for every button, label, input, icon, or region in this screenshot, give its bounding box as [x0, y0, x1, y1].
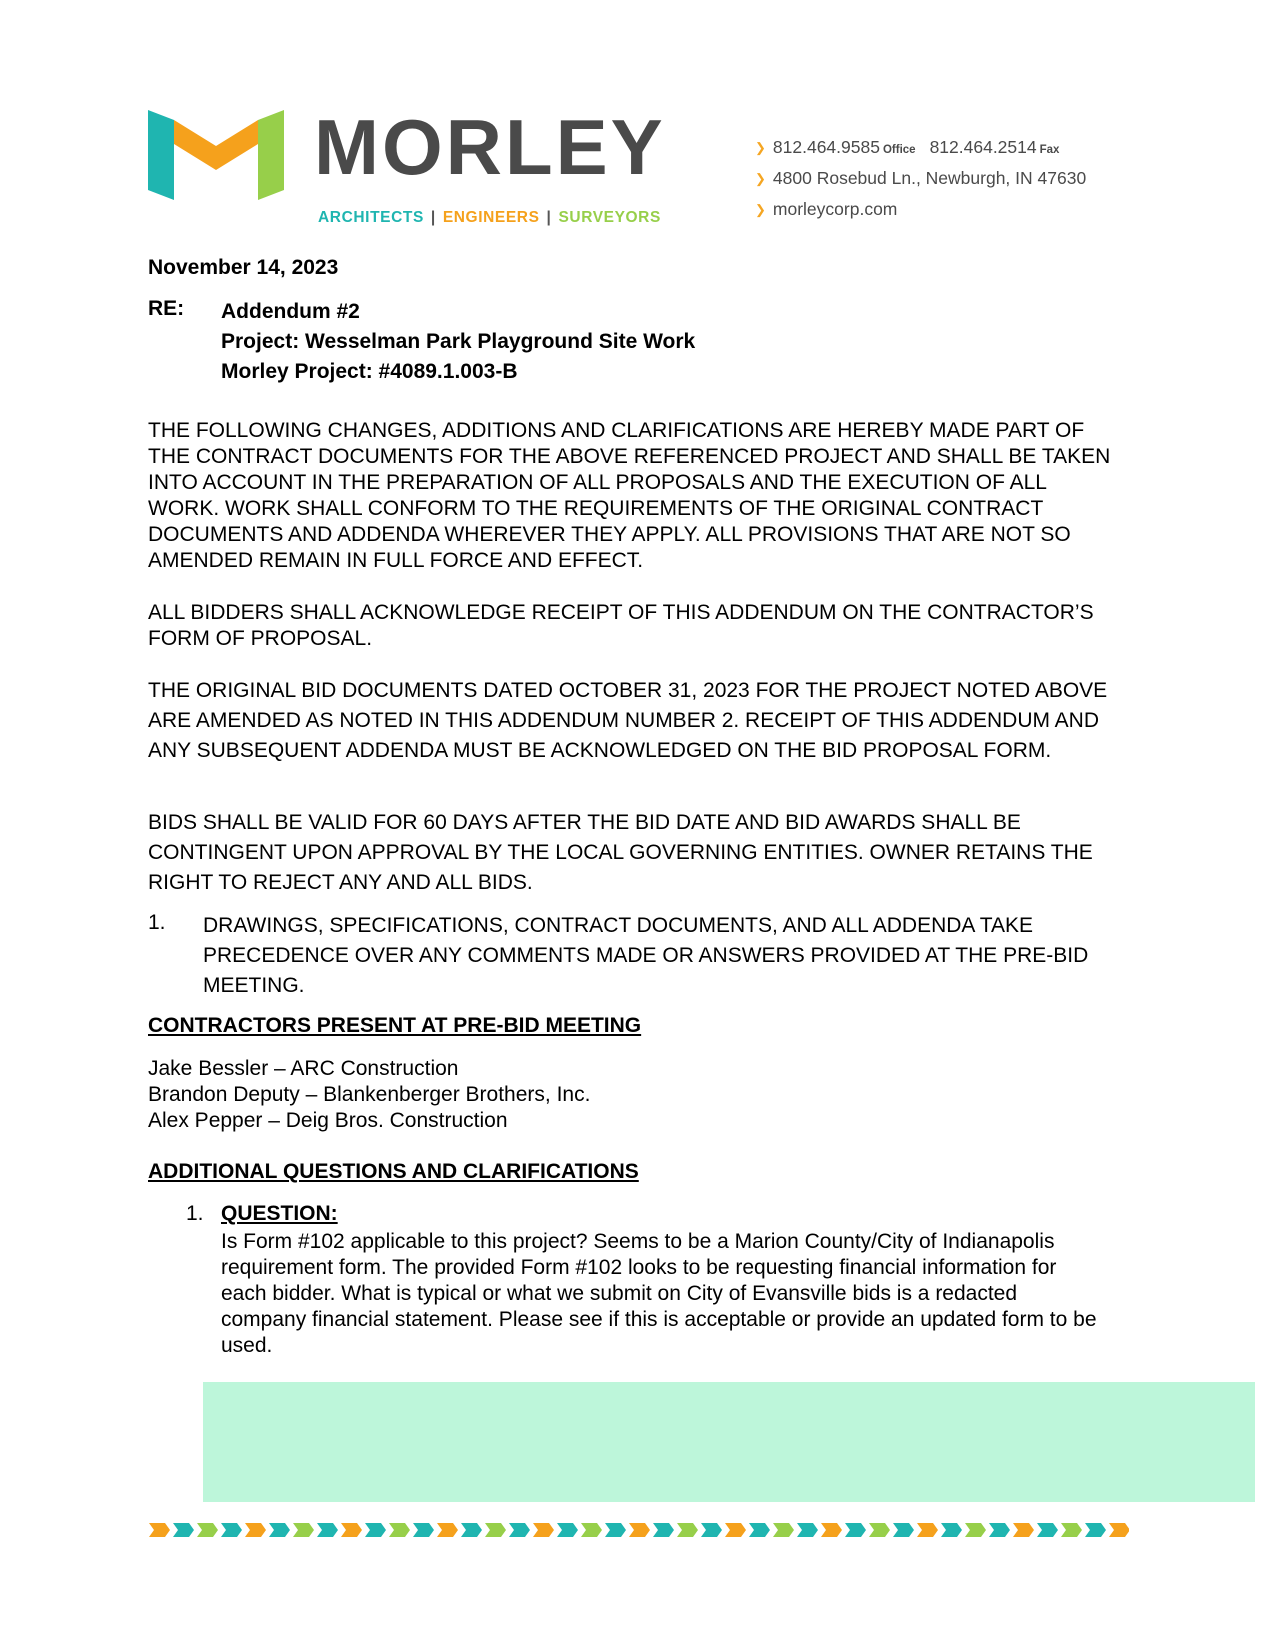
chevron-right-icon: ❯ [755, 202, 766, 217]
list-item: Brandon Deputy – Blankenberger Brothers, Inc. [148, 1083, 591, 1106]
paragraph-bids-valid: BIDS SHALL BE VALID FOR 60 DAYS AFTER THE BID DATE AND BID AWARDS SHALL BE CONTINGENT UPON APPROVAL BY THE LOCAL GOVERNING ENTITIES. OWNER RETAINS THE RIGHT TO REJECT ANY AND ALL BIDS. [148, 811, 1093, 894]
website-link[interactable]: morleycorp.com [772, 199, 898, 219]
tagline-architects: ARCHITECTS [318, 209, 424, 226]
item-precedence-text: DRAWINGS, SPECIFICATIONS, CONTRACT DOCUMENTS, AND ALL ADDENDA TAKE PRECEDENCE OVER ANY COMMENTS MADE OR ANSWERS PROVIDED AT THE PRE-BID MEETING. [203, 914, 1089, 997]
tagline-engineers: ENGINEERS [442, 209, 540, 226]
company-wordmark: MORLEY [314, 103, 666, 191]
paragraph-changes: THE FOLLOWING CHANGES, ADDITIONS AND CLARIFICATIONS ARE HEREBY MADE PART OF THE CONTRACT DOCUMENTS FOR THE ABOVE REFERENCED PROJECT AND SHALL BE TAKEN INTO ACCOUNT IN THE PREPARATION OF ALL PROPOSALS AND THE EXECUTION OF ALL WORK. WORK SHALL CONFORM TO THE REQUIREMENTS OF THE ORIGINAL CONTRACT DOCUMENTS AND ADDENDA WHEREVER THEY APPLY. ALL PROVISIONS THAT ARE NOT SO AMENDED REMAIN IN FULL FORCE AND EFFECT. [148, 419, 1111, 572]
letter-date: November 14, 2023 [148, 256, 339, 279]
re-morley-project: Morley Project: #4089.1.003-B [221, 360, 518, 383]
office-phone: 812.464.9585 [772, 137, 880, 157]
re-addendum: Addendum #2 [221, 300, 360, 323]
contractors-heading: CONTRACTORS PRESENT AT PRE-BID MEETING [148, 1014, 642, 1037]
tagline-separator: | [430, 209, 436, 226]
fax-phone: 812.464.2514 [929, 137, 1037, 157]
fax-label: Fax [1039, 144, 1060, 156]
tagline-surveyors: SURVEYORS [558, 209, 661, 226]
paragraph-acknowledge: ALL BIDDERS SHALL ACKNOWLEDGE RECEIPT OF THIS ADDENDUM ON THE CONTRACTOR’S FORM OF PROPOSAL. [148, 601, 1094, 650]
company-tagline [318, 209, 661, 227]
tagline-separator: | [546, 209, 552, 226]
contact-phone-line [755, 137, 1073, 158]
decorative-chevron-border [149, 1521, 1129, 1539]
questions-heading: ADDITIONAL QUESTIONS AND CLARIFICATIONS [148, 1160, 639, 1183]
address: 4800 Rosebud Ln., Newburgh, IN 47630 [772, 168, 1087, 188]
contractors-list [148, 1056, 590, 1134]
morley-logo-icon [148, 110, 284, 200]
re-block [221, 297, 695, 387]
item-number: 1. [148, 911, 166, 934]
chevron-right-icon: ❯ [755, 140, 766, 155]
answer-highlight-box [203, 1382, 1255, 1502]
contact-website-line [755, 199, 897, 220]
list-item: Jake Bessler – ARC Construction [148, 1057, 459, 1080]
question-number: 1. [186, 1202, 204, 1225]
question-label: QUESTION: [221, 1202, 338, 1225]
question-text: Is Form #102 applicable to this project? Seems to be a Marion County/City of Indianapolis requirement form. The provided Form #102 looks to be requesting financial information for each bidder. What is typical or what we submit on City of Evansville bids is a redacted company financial statement. Please see if this is acceptable or provide an updated form to be used. [221, 1230, 1097, 1357]
contact-address-line [755, 168, 1086, 189]
chevron-right-icon: ❯ [755, 171, 766, 186]
paragraph-original-bid: THE ORIGINAL BID DOCUMENTS DATED OCTOBER 31, 2023 FOR THE PROJECT NOTED ABOVE ARE AMENDED AS NOTED IN THIS ADDENDUM NUMBER 2. RECEIPT OF THIS ADDENDUM AND ANY SUBSEQUENT ADDENDA MUST BE ACKNOWLEDGED ON THE BID PROPOSAL FORM. [148, 679, 1108, 762]
re-project: Project: Wesselman Park Playground Site Work [221, 330, 696, 353]
list-item: Alex Pepper – Deig Bros. Construction [148, 1109, 508, 1132]
re-label: RE: [148, 297, 185, 320]
office-label: Office [882, 144, 916, 156]
